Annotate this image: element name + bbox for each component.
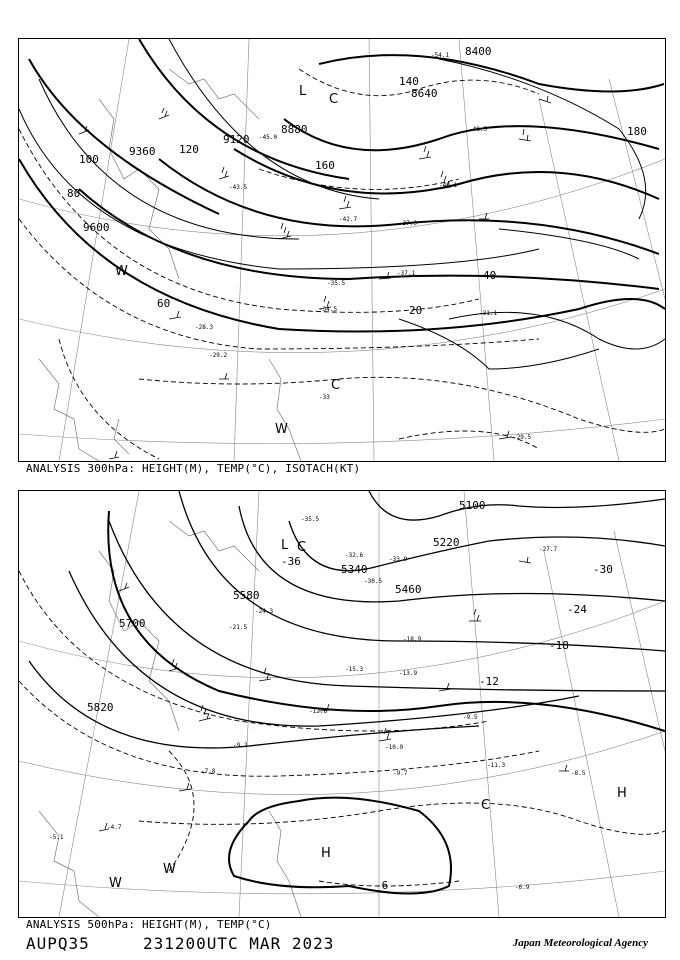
temp-label: -7.8 — [201, 768, 216, 775]
temp-label: -5.1 — [49, 834, 64, 841]
warm-marker: W — [109, 876, 122, 891]
isotherm-label: -30 — [593, 563, 613, 576]
temp-label: -42.7 — [339, 216, 358, 223]
isotach-label: 20 — [409, 304, 423, 317]
temp-label: -9.7 — [393, 770, 408, 777]
height-label: 9120 — [223, 133, 250, 146]
height-label: 5700 — [119, 617, 146, 630]
map-panel-500hpa — [18, 490, 666, 918]
temp-label: -33.9 — [389, 556, 408, 563]
temp-label: -30.5 — [364, 578, 383, 585]
isotach-label: 100 — [79, 153, 99, 166]
cold-marker: C — [481, 798, 491, 813]
temp-label: -9.2 — [233, 742, 248, 749]
isotach-label: 120 — [179, 143, 199, 156]
isotherm-label: -6 — [375, 879, 389, 892]
temp-label: -35.5 — [327, 280, 346, 287]
warm-marker: W — [115, 264, 128, 279]
temp-label: -29.2 — [209, 352, 228, 359]
temp-label: -9.5 — [463, 714, 478, 721]
height-label: 9600 — [83, 221, 110, 234]
temp-label: -43.5 — [229, 184, 248, 191]
isotach-label: 180 — [627, 125, 647, 138]
temp-label: -6.9 — [515, 884, 530, 891]
isotach-label: 160 — [315, 159, 335, 172]
temp-label: -37.9 — [399, 220, 418, 227]
height-label: 5340 — [341, 563, 368, 576]
warm-marker: W — [275, 422, 288, 437]
map-panel-300hpa — [18, 38, 666, 462]
isotherm-label: -12 — [479, 675, 499, 688]
map-500hpa-canvas — [19, 491, 665, 917]
height-label: 5820 — [87, 701, 114, 714]
temp-label: -24.3 — [255, 608, 274, 615]
isotach-label: 60 — [157, 297, 171, 310]
temp-label: -13.9 — [399, 670, 418, 677]
valid-time: 231200UTC MAR 2023 — [142, 934, 335, 953]
height-label: 8400 — [465, 45, 492, 58]
temp-label: -8.5 — [571, 770, 586, 777]
chart-identifier — [26, 934, 334, 953]
isotherm-label: -18 — [549, 639, 569, 652]
warm-marker: W — [163, 862, 176, 877]
temp-label: -29.5 — [513, 434, 532, 441]
height-label: 9360 — [129, 145, 156, 158]
temp-label: -48.5 — [469, 126, 488, 133]
height-contours — [19, 39, 665, 332]
high-pressure-marker: H — [321, 846, 331, 861]
height-label: 5580 — [233, 589, 260, 602]
temp-label: -11.3 — [487, 762, 506, 769]
temp-label: -21.5 — [229, 624, 248, 631]
temp-label: -34.5 — [319, 306, 338, 313]
height-label: 5220 — [433, 536, 460, 549]
cold-marker: C — [297, 540, 307, 555]
temp-label: -40.1 — [439, 182, 458, 189]
coastline — [39, 69, 301, 461]
map-300hpa-canvas — [19, 39, 665, 461]
temp-label: -45.0 — [259, 134, 278, 141]
cold-marker: C — [331, 378, 341, 393]
caption-500hpa: ANALYSIS 500hPa: HEIGHT(M), TEMP(°C) — [26, 918, 272, 931]
temp-label: -28.3 — [195, 324, 214, 331]
temp-label: -15.3 — [345, 666, 364, 673]
height-label: 8640 — [411, 87, 438, 100]
temp-label: -54.1 — [431, 52, 450, 59]
graticule — [19, 491, 665, 917]
graticule — [19, 39, 665, 461]
temp-label: -18.9 — [403, 636, 422, 643]
height-label: 8880 — [281, 123, 308, 136]
cold-marker: C — [329, 92, 339, 107]
bulletin-code: AUPQ35 — [26, 934, 90, 953]
low-pressure-marker: L — [281, 538, 289, 553]
height-contour-bold — [108, 511, 665, 894]
height-label: 5460 — [395, 583, 422, 596]
isotherms — [19, 571, 665, 886]
temp-label: -33 — [319, 394, 330, 401]
temp-label: -10.9 — [385, 744, 404, 751]
low-pressure-marker: L — [299, 84, 307, 99]
height-label: 5100 — [459, 499, 486, 512]
isotach-label: 40 — [483, 269, 497, 282]
coastline — [39, 521, 301, 917]
temp-label: -31.1 — [479, 310, 498, 317]
temp-label: -35.5 — [301, 516, 320, 523]
temp-label: -12.8 — [309, 708, 328, 715]
temp-label: -4.7 — [107, 824, 122, 831]
agency-credit: Japan Meteorological Agency — [512, 937, 648, 949]
high-pressure-marker: H — [617, 786, 627, 801]
isotach-label: 80 — [67, 187, 81, 200]
isotach-label: 140 — [399, 75, 419, 88]
temp-label: -37.1 — [397, 270, 416, 277]
temp-label: -32.6 — [345, 552, 364, 559]
isotherm-label: -36 — [281, 555, 301, 568]
temp-label: -27.7 — [539, 546, 558, 553]
caption-300hpa: ANALYSIS 300hPa: HEIGHT(M), TEMP(°C), ISOTACH(KT) — [26, 462, 361, 475]
isotherm-label: -24 — [567, 603, 587, 616]
